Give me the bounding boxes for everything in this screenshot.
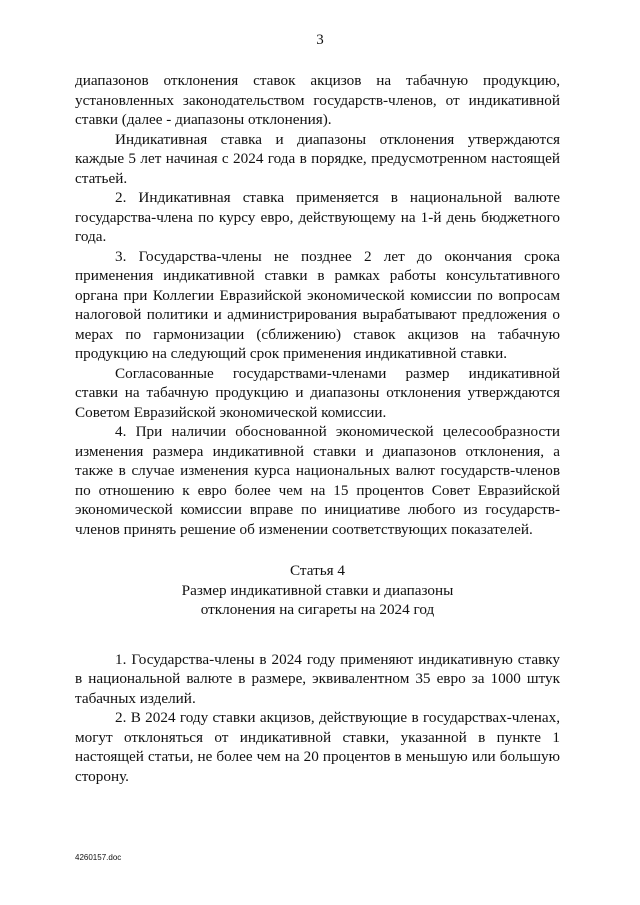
paragraph: 2. В 2024 году ставки акцизов, действующие в государствах-членах, могут отклоняться от индикативной ставки, указанной в пункте 1 настоящей статьи, не более чем на 20 процентов в меньшую или большую сторону.	[75, 709, 560, 785]
article-number: Статья 4	[289, 562, 346, 579]
page-number: 3	[316, 32, 324, 48]
paragraph: 4. При наличии обоснованной экономической целесообразности изменения размера индикативной ставки и диапазонов отклонения, а также в случае изменения курса национальных валют государств-членов по отношению к евро более чем на 15 процентов Совет Евразийской экономической комиссии вправе по инициативе любого из государств-членов принять решение об изменении соответствующих показателей.	[75, 423, 560, 538]
paragraph: Индикативная ставка и диапазоны отклонения утверждаются каждые 5 лет начиная с 2024 года в порядке, предусмотренном настоящей статьей.	[75, 130, 560, 187]
article-heading	[75, 561, 560, 620]
paragraph: Согласованные государствами-членами размер индикативной ставки на табачную продукцию и диапазоны отклонения утверждаются Советом Евразийской экономической комиссии.	[75, 364, 560, 421]
document-body	[75, 71, 560, 786]
paragraph: 3. Государства-члены не позднее 2 лет до окончания срока применения индикативной ставки в рамках работы консультативного органа при Коллегии Евразийской экономической комиссии по вопросам налоговой политики и администрирования вырабатывают предложения о мерах по гармонизации (сближению) ставок акцизов на табачную продукцию на следующий срок применения индикативной ставки.	[75, 247, 560, 362]
paragraph: диапазонов отклонения ставок акцизов на табачную продукцию, установленных законодательством государств-членов, от индикативной ставки (далее - диапазоны отклонения).	[75, 72, 560, 128]
article-title-line: Размер индикативной ставки и диапазоны	[181, 581, 454, 599]
article-title-line: отклонения на сигареты на 2024 год	[200, 601, 435, 618]
file-name-footer: 4260157.doc	[75, 853, 122, 862]
paragraph: 1. Государства-члены в 2024 году применяют индикативную ставку в национальной валюте в размере, эквивалентном 35 евро за 1000 штук табачных изделий.	[75, 650, 560, 707]
paragraph: 2. Индикативная ставка применяется в национальной валюте государства-члена по курсу евро, действующему на 1-й день бюджетного года.	[75, 189, 560, 245]
